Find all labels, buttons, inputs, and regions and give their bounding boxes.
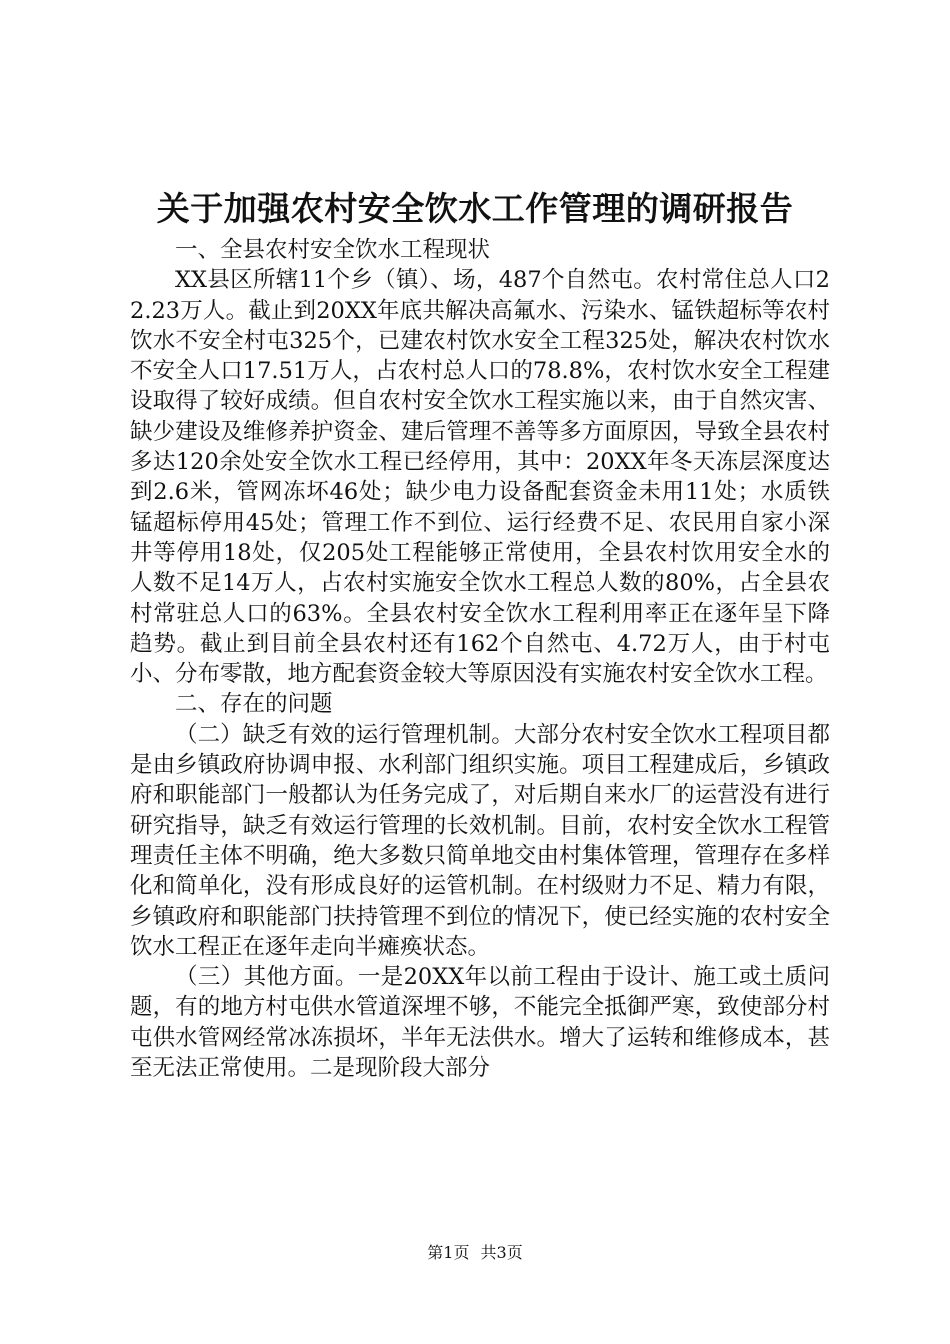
document-body <box>130 235 830 1083</box>
page-footer <box>0 1242 950 1264</box>
paragraph-status: XX县区所辖11个乡（镇）、场，487个自然屯。农村常住总人口22.23万人。截止到20XX年底共解决高氟水、污染水、锰铁超标等农村饮水不安全村屯325个，已建农村饮水安全工程325处，解决农村饮水不安全人口17.51万人，占农村总人口的78.8%，农村饮水安全工程建设取得了较好成绩。但自农村安全饮水工程实施以来，由于自然灾害、缺少建设及维修养护资金、建后管理不善等多方面原因，导致全县农村多达120余处安全饮水工程已经停用，其中：20XX年冬天冻层深度达到2.6米，管网冻坏46处；缺少电力设备配套资金未用11处；水质铁锰超标停用45处；管理工作不到位、运行经费不足、农民用自家小深井等停用18处，仅205处工程能够正常使用，全县农村饮用安全水的人数不足14万人，占农村实施安全饮水工程总人数的80%，占全县农村常驻总人口的63%。全县农村安全饮水工程利用率正在逐年呈下降趋势。截止到目前全县农村还有162个自然屯、4.72万人，由于村屯小、分布零散，地方配套资金较大等原因没有实施农村安全饮水工程。 <box>130 267 830 688</box>
page-number: 第1页 <box>427 1243 470 1262</box>
page-total: 共3页 <box>480 1243 523 1262</box>
section-heading-1: 一、全县农村安全饮水工程现状 <box>175 237 491 263</box>
paragraph-other: （三）其他方面。一是20XX年以前工程由于设计、施工或土质问题，有的地方村屯供水管道深埋不够，不能完全抵御严寒，致使部分村屯供水管网经常冰冻损坏，半年无法供水。增大了运转和维修成本，甚至无法正常使用。二是现阶段大部分 <box>130 964 830 1082</box>
document-title: 关于加强农村安全饮水工作管理的调研报告 <box>156 189 794 228</box>
paragraph-management: （二）缺乏有效的运行管理机制。大部分农村安全饮水工程项目都是由乡镇政府协调申报、水利部门组织实施。项目工程建成后，乡镇政府和职能部门一般都认为任务完成了，对后期自来水厂的运营没有进行研究指导，缺乏有效运行管理的长效机制。目前，农村安全饮水工程管理责任主体不明确，绝大多数只简单地交由村集体管理，管理存在多样化和简单化，没有形成良好的运管机制。在村级财力不足、精力有限，乡镇政府和职能部门扶持管理不到位的情况下，使已经实施的农村安全饮水工程正在逐年走向半瘫痪状态。 <box>130 721 830 960</box>
section-heading-2: 二、存在的问题 <box>175 691 333 718</box>
